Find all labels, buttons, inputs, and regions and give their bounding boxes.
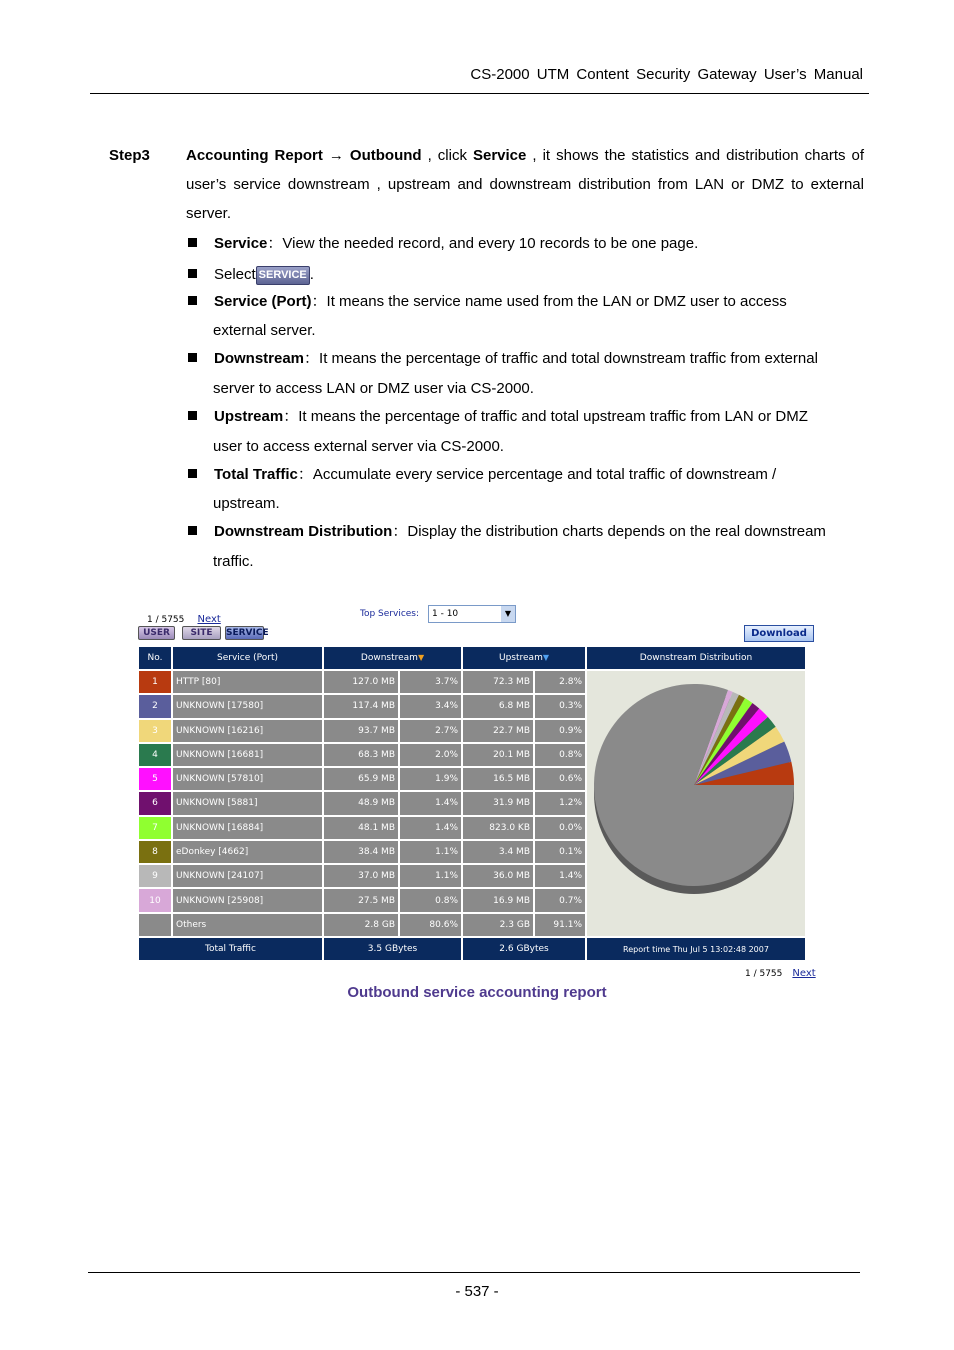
service-name: eDonkey [4662]: [173, 841, 322, 863]
header-row: [139, 647, 805, 669]
downstream-percent: 3.4%: [400, 695, 461, 717]
downstream-value: 127.0 MB: [324, 671, 398, 693]
service-name: UNKNOWN [24107]: [173, 865, 322, 887]
upstream-value: 6.8 MB: [463, 695, 533, 717]
tab-user[interactable]: USER: [138, 626, 175, 640]
upstream-percent: 0.9%: [535, 720, 585, 742]
bullet-service-port-cont: external server.: [213, 322, 316, 339]
row-number: 8: [139, 841, 171, 863]
service-name: Others: [173, 914, 322, 936]
upstream-value: 22.7 MB: [463, 720, 533, 742]
col-upstream[interactable]: Upstream▼: [463, 647, 585, 669]
bullet-square-icon: [188, 238, 197, 247]
total-upstream: 2.6 GBytes: [463, 938, 585, 960]
downstream-value: 117.4 MB: [324, 695, 398, 717]
bullet-downstream-distribution: Downstream Distribution：Display the distribution charts depends on the real downstream: [188, 517, 826, 546]
row-number: 6: [139, 792, 171, 814]
service-name: UNKNOWN [25908]: [173, 889, 322, 911]
upstream-percent: 0.8%: [535, 744, 585, 766]
total-downstream: 3.5 GBytes: [324, 938, 461, 960]
next-link[interactable]: Next: [197, 614, 221, 625]
col-service[interactable]: Service (Port): [173, 647, 322, 669]
total-label: Total Traffic: [139, 938, 322, 960]
click-target: Service: [472, 147, 527, 164]
downstream-value: 2.8 GB: [324, 914, 398, 936]
service-name: HTTP [80]: [173, 671, 322, 693]
pager-top: [147, 607, 221, 626]
total-row: [139, 938, 805, 960]
downstream-percent: 1.4%: [400, 792, 461, 814]
bullet-downstream-cont: server to access LAN or DMZ user via CS-2000.: [213, 380, 534, 397]
header-divider: [90, 93, 869, 94]
service-name: UNKNOWN [5881]: [173, 792, 322, 814]
downstream-value: 38.4 MB: [324, 841, 398, 863]
downstream-percent: 1.1%: [400, 865, 461, 887]
upstream-value: 2.3 GB: [463, 914, 533, 936]
downstream-value: 37.0 MB: [324, 865, 398, 887]
row-number: 10: [139, 889, 171, 911]
upstream-percent: 0.3%: [535, 695, 585, 717]
service-name: UNKNOWN [16681]: [173, 744, 322, 766]
pie-chart: [591, 671, 801, 933]
upstream-percent: 0.7%: [535, 889, 585, 911]
col-downstream[interactable]: Downstream▼: [324, 647, 461, 669]
bullet-select: Select SERVICE .: [188, 260, 314, 289]
downstream-value: 48.1 MB: [324, 817, 398, 839]
row-number: 4: [139, 744, 171, 766]
page-number: - 537 -: [455, 1283, 499, 1300]
upstream-percent: 0.6%: [535, 768, 585, 790]
bullet-square-icon: [188, 526, 197, 535]
sort-arrow-icon: ▼: [417, 653, 425, 662]
upstream-value: 31.9 MB: [463, 792, 533, 814]
downstream-percent: 2.0%: [400, 744, 461, 766]
figure-caption: Outbound service accounting report: [347, 984, 607, 1001]
row-number: 7: [139, 817, 171, 839]
bullet-downstream: Downstream：It means the percentage of traffic and total downstream traffic from external: [188, 344, 818, 373]
downstream-distribution-chart: [587, 671, 805, 936]
bullet-service-port: Service (Port)：It means the service name used from the LAN or DMZ user to access: [188, 287, 787, 316]
row-number: 2: [139, 695, 171, 717]
bullet-square-icon: [188, 269, 197, 278]
downstream-percent: 1.1%: [400, 841, 461, 863]
upstream-percent: 2.8%: [535, 671, 585, 693]
top-services-label: Top Services:: [360, 609, 420, 619]
upstream-value: 72.3 MB: [463, 671, 533, 693]
outbound-report: [137, 603, 817, 978]
manual-header-title: CS-2000 UTM Content Security Gateway User’s Manual: [470, 66, 863, 83]
upstream-value: 16.9 MB: [463, 889, 533, 911]
service-name: UNKNOWN [17580]: [173, 695, 322, 717]
page-indicator: 1 / 5755: [147, 615, 185, 625]
row-number: 1: [139, 671, 171, 693]
next-link[interactable]: Next: [792, 968, 816, 979]
page-indicator: 1 / 5755: [745, 969, 783, 979]
service-name: UNKNOWN [57810]: [173, 768, 322, 790]
upstream-percent: 0.1%: [535, 841, 585, 863]
download-button[interactable]: Download: [744, 625, 814, 642]
downstream-percent: 3.7%: [400, 671, 461, 693]
bullet-total-traffic: Total Traffic：Accumulate every service percentage and total traffic of downstream /: [188, 460, 776, 489]
upstream-value: 20.1 MB: [463, 744, 533, 766]
footer-divider: [88, 1272, 860, 1273]
bullet-downstream-distribution-cont: traffic.: [213, 553, 254, 570]
upstream-value: 16.5 MB: [463, 768, 533, 790]
bullet-total-traffic-cont: upstream.: [213, 495, 280, 512]
menu-accounting-report: Accounting Report: [186, 147, 323, 164]
report-time: Report time Thu Jul 5 13:02:48 2007: [587, 938, 805, 960]
step-label: Step3: [109, 147, 150, 164]
service-name: UNKNOWN [16884]: [173, 817, 322, 839]
downstream-percent: 80.6%: [400, 914, 461, 936]
row-number: [139, 914, 171, 936]
tab-site[interactable]: SITE: [182, 626, 221, 640]
downstream-value: 48.9 MB: [324, 792, 398, 814]
bullet-upstream: Upstream：It means the percentage of traffic and total upstream traffic from LAN or DMZ: [188, 402, 808, 431]
menu-outbound: Outbound: [349, 147, 422, 164]
bullet-square-icon: [188, 353, 197, 362]
downstream-value: 68.3 MB: [324, 744, 398, 766]
downstream-value: 27.5 MB: [324, 889, 398, 911]
bullet-square-icon: [188, 296, 197, 305]
row-number: 3: [139, 720, 171, 742]
upstream-value: 823.0 KB: [463, 817, 533, 839]
arrow-icon: →: [328, 147, 344, 164]
downstream-percent: 1.9%: [400, 768, 461, 790]
top-services-select[interactable]: [428, 605, 516, 623]
step-rest: , it shows the statistics and distribution charts of user’s service downstream , upstream and downstream distribution from LAN or DMZ to external server.: [186, 147, 865, 222]
upstream-percent: 1.4%: [535, 865, 585, 887]
click-text: , click: [427, 147, 467, 164]
top-services-value: 1 - 10: [432, 609, 459, 619]
col-distribution: Downstream Distribution: [587, 647, 805, 669]
downstream-percent: 1.4%: [400, 817, 461, 839]
row-number: 5: [139, 768, 171, 790]
step-paragraph: [186, 141, 864, 228]
downstream-percent: 2.7%: [400, 720, 461, 742]
service-button-image: SERVICE: [256, 266, 310, 285]
upstream-value: 3.4 MB: [463, 841, 533, 863]
upstream-percent: 1.2%: [535, 792, 585, 814]
upstream-percent: 0.0%: [535, 817, 585, 839]
pager-bottom: [745, 961, 816, 980]
bullet-service: Service：View the needed record, and every 10 records to be one page.: [188, 229, 698, 258]
sort-arrow-icon: ▼: [542, 653, 549, 662]
col-no[interactable]: No.: [139, 647, 171, 669]
downstream-percent: 0.8%: [400, 889, 461, 911]
bullet-square-icon: [188, 469, 197, 478]
row-number: 9: [139, 865, 171, 887]
upstream-value: 36.0 MB: [463, 865, 533, 887]
downstream-value: 65.9 MB: [324, 768, 398, 790]
bullet-upstream-cont: user to access external server via CS-2000.: [213, 438, 504, 455]
tab-service[interactable]: SERVICE: [226, 628, 269, 638]
table-row: [139, 671, 805, 693]
service-table: [137, 645, 807, 962]
service-name: UNKNOWN [16216]: [173, 720, 322, 742]
bullet-square-icon: [188, 411, 197, 420]
upstream-percent: 91.1%: [535, 914, 585, 936]
downstream-value: 93.7 MB: [324, 720, 398, 742]
chevron-down-icon[interactable]: ▼: [501, 606, 515, 622]
